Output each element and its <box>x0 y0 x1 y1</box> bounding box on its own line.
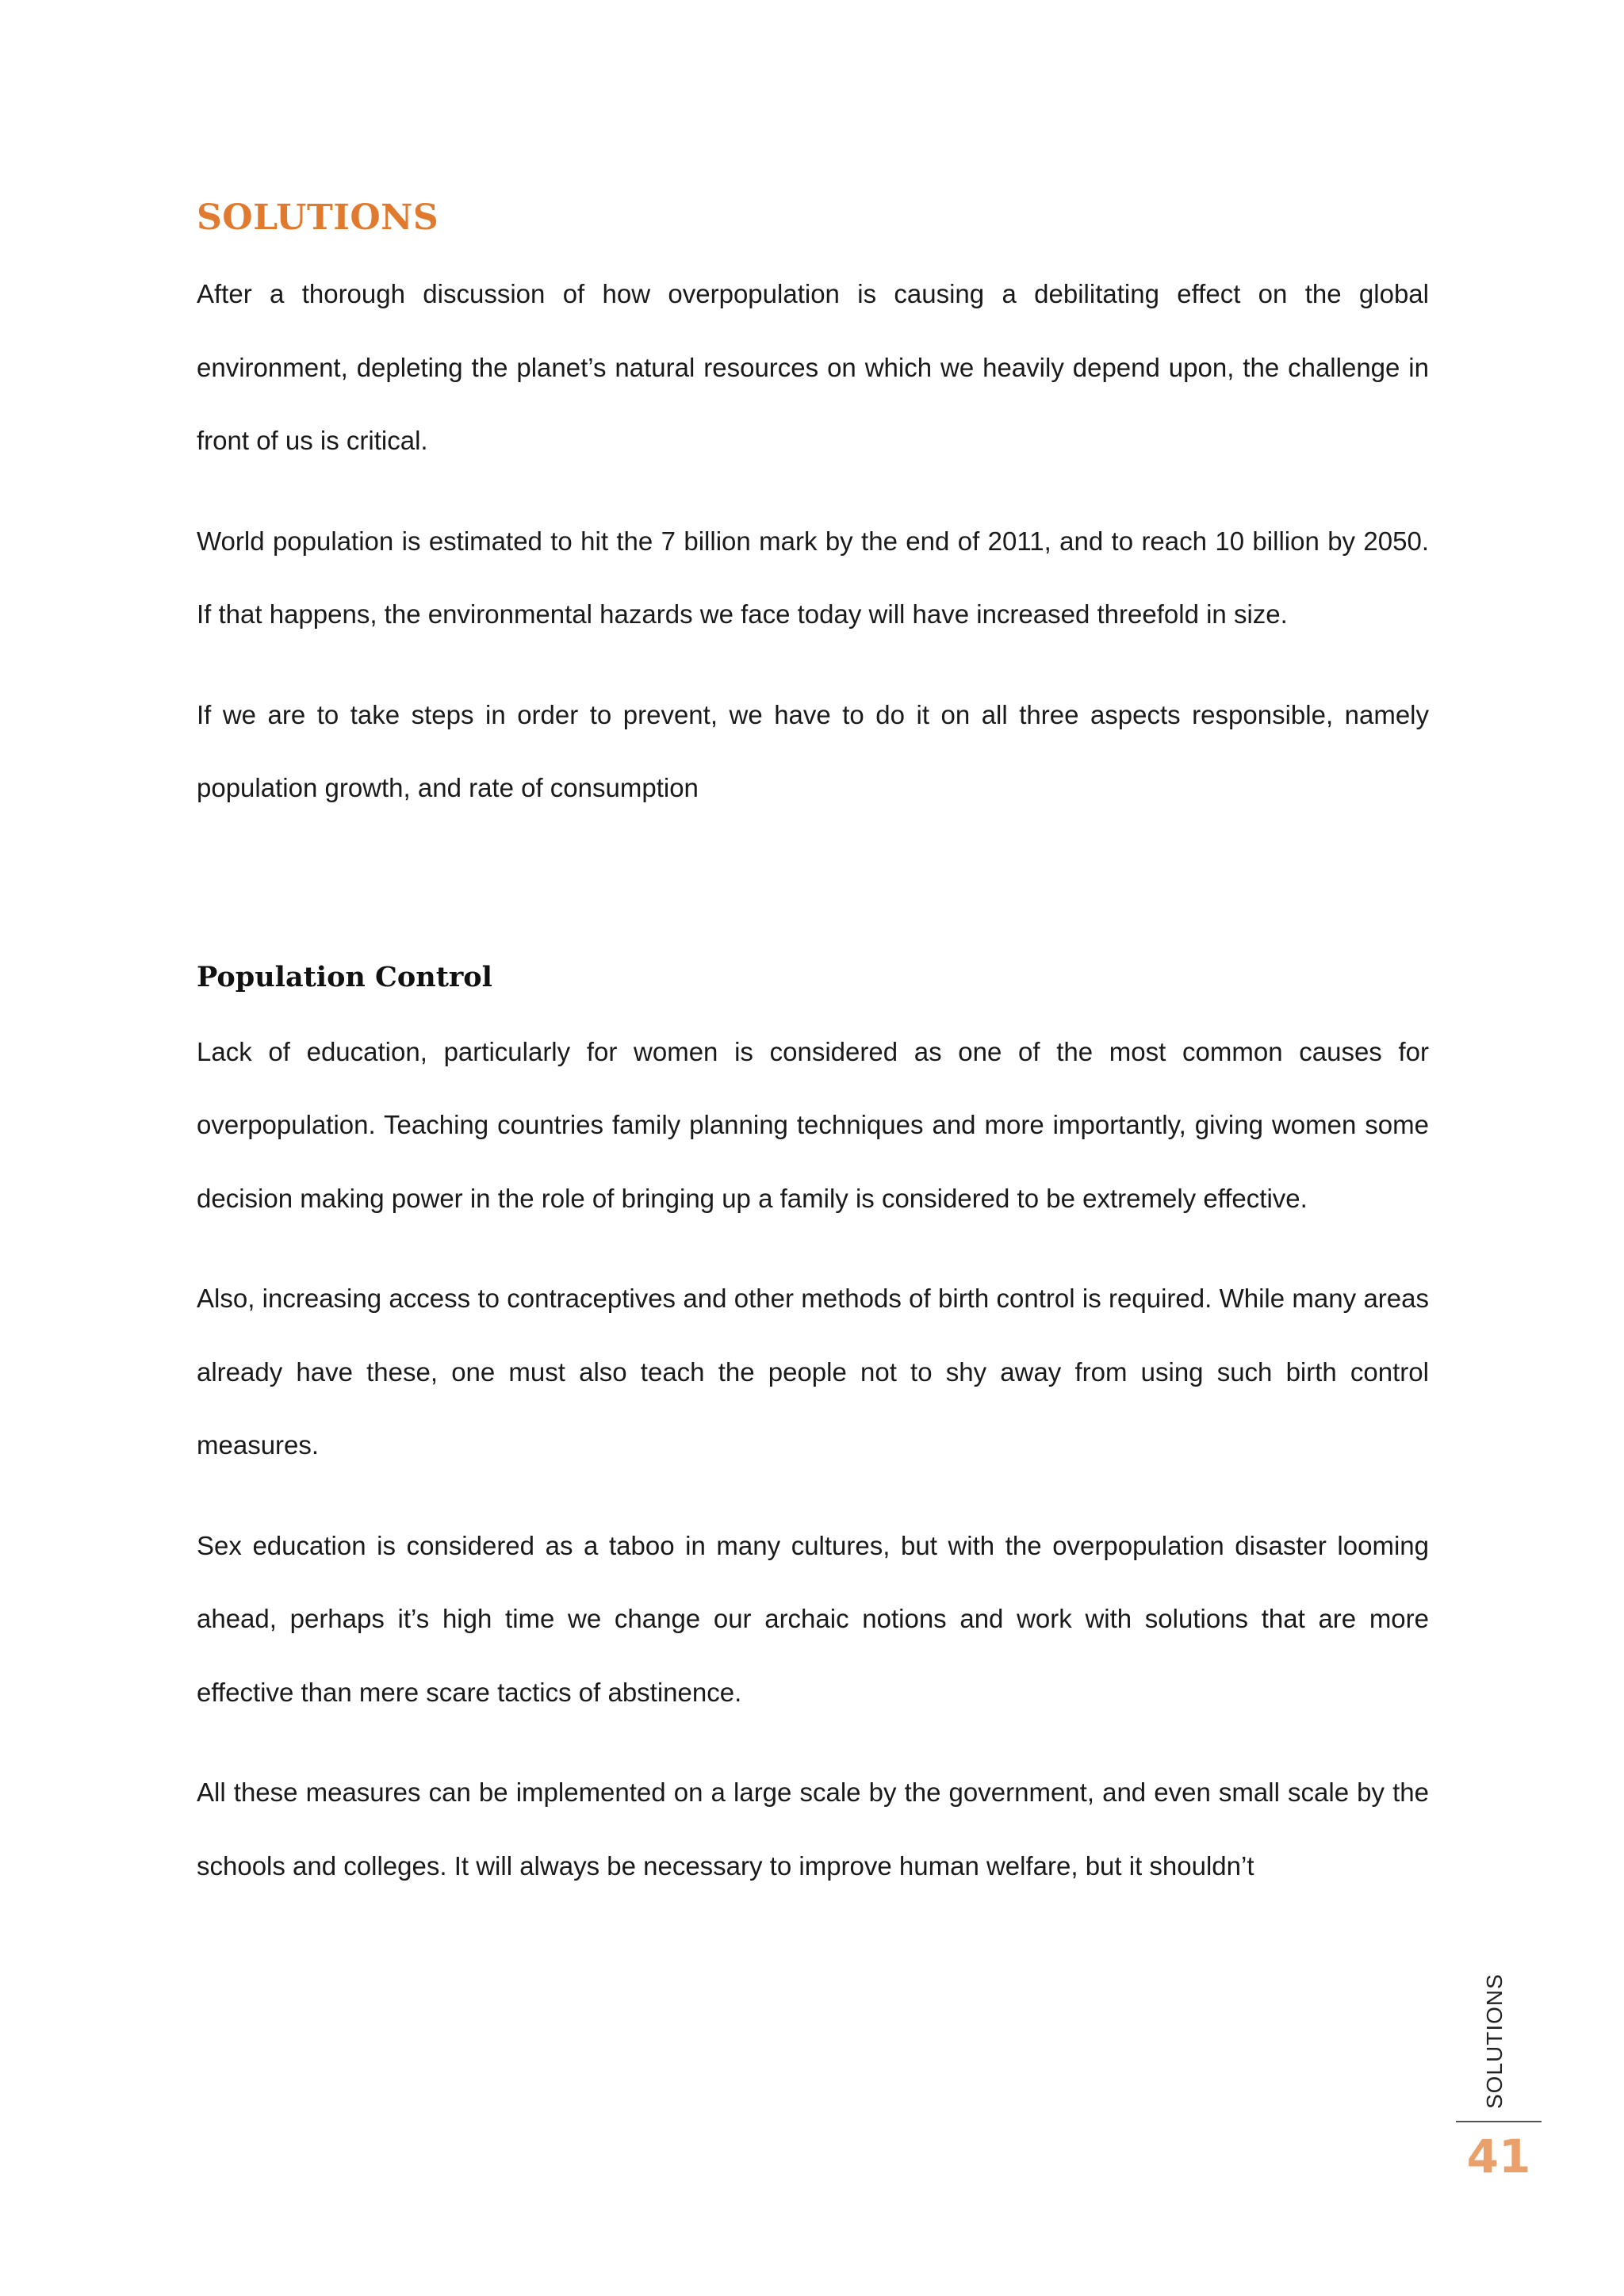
intro-paragraph-3: If we are to take steps in order to prevent, we have to do it on all three aspects responsible, namely population growth, and rate of consumption <box>197 699 1429 802</box>
body-paragraph-1: Lack of education, particularly for women is considered as one of the most common causes for overpopulation. Teaching countries family planning techniques and more importantly, giving women some decision making power in the role of bringing up a family is considered to be extremely effective. <box>197 1036 1429 1213</box>
subsection-heading: Population Control <box>197 960 492 993</box>
body-paragraph-2: Also, increasing access to contraceptives and other methods of birth control is required. While many areas already have these, one must also teach the people not to shy away from using such birth control measures. <box>197 1284 1429 1460</box>
section-spacer <box>197 852 1429 939</box>
intro-paragraph-1: After a thorough discussion of how overpopulation is causing a debilitating effect on the global environment, depleting the planet’s natural resources on which we heavily depend upon, the challenge in front of us is critical. <box>197 279 1429 455</box>
running-section-label: SOLUTIONS <box>1482 1973 1507 2109</box>
page-content <box>197 178 1429 1930</box>
section-title: SOLUTIONS <box>197 197 439 238</box>
footer-divider <box>1456 2121 1542 2122</box>
body-paragraph-4: All these measures can be implemented on a large scale by the government, and even small scale by the schools and colleges. It will always be necessary to improve human welfare, but it shouldn’t <box>197 1777 1429 1881</box>
page-number: 41 <box>1466 2130 1531 2183</box>
body-paragraph-3: Sex education is considered as a taboo in many cultures, but with the overpopulation disaster looming ahead, perhaps it’s high time we change our archaic notions and work with solutions that are more effective than mere scare tactics of abstinence. <box>197 1530 1429 1707</box>
intro-paragraph-2: World population is estimated to hit the 7 billion mark by the end of 2011, and to reach 10 billion by 2050. If that happens, the environmental hazards we face today will have increased threefold in size. <box>197 526 1429 629</box>
